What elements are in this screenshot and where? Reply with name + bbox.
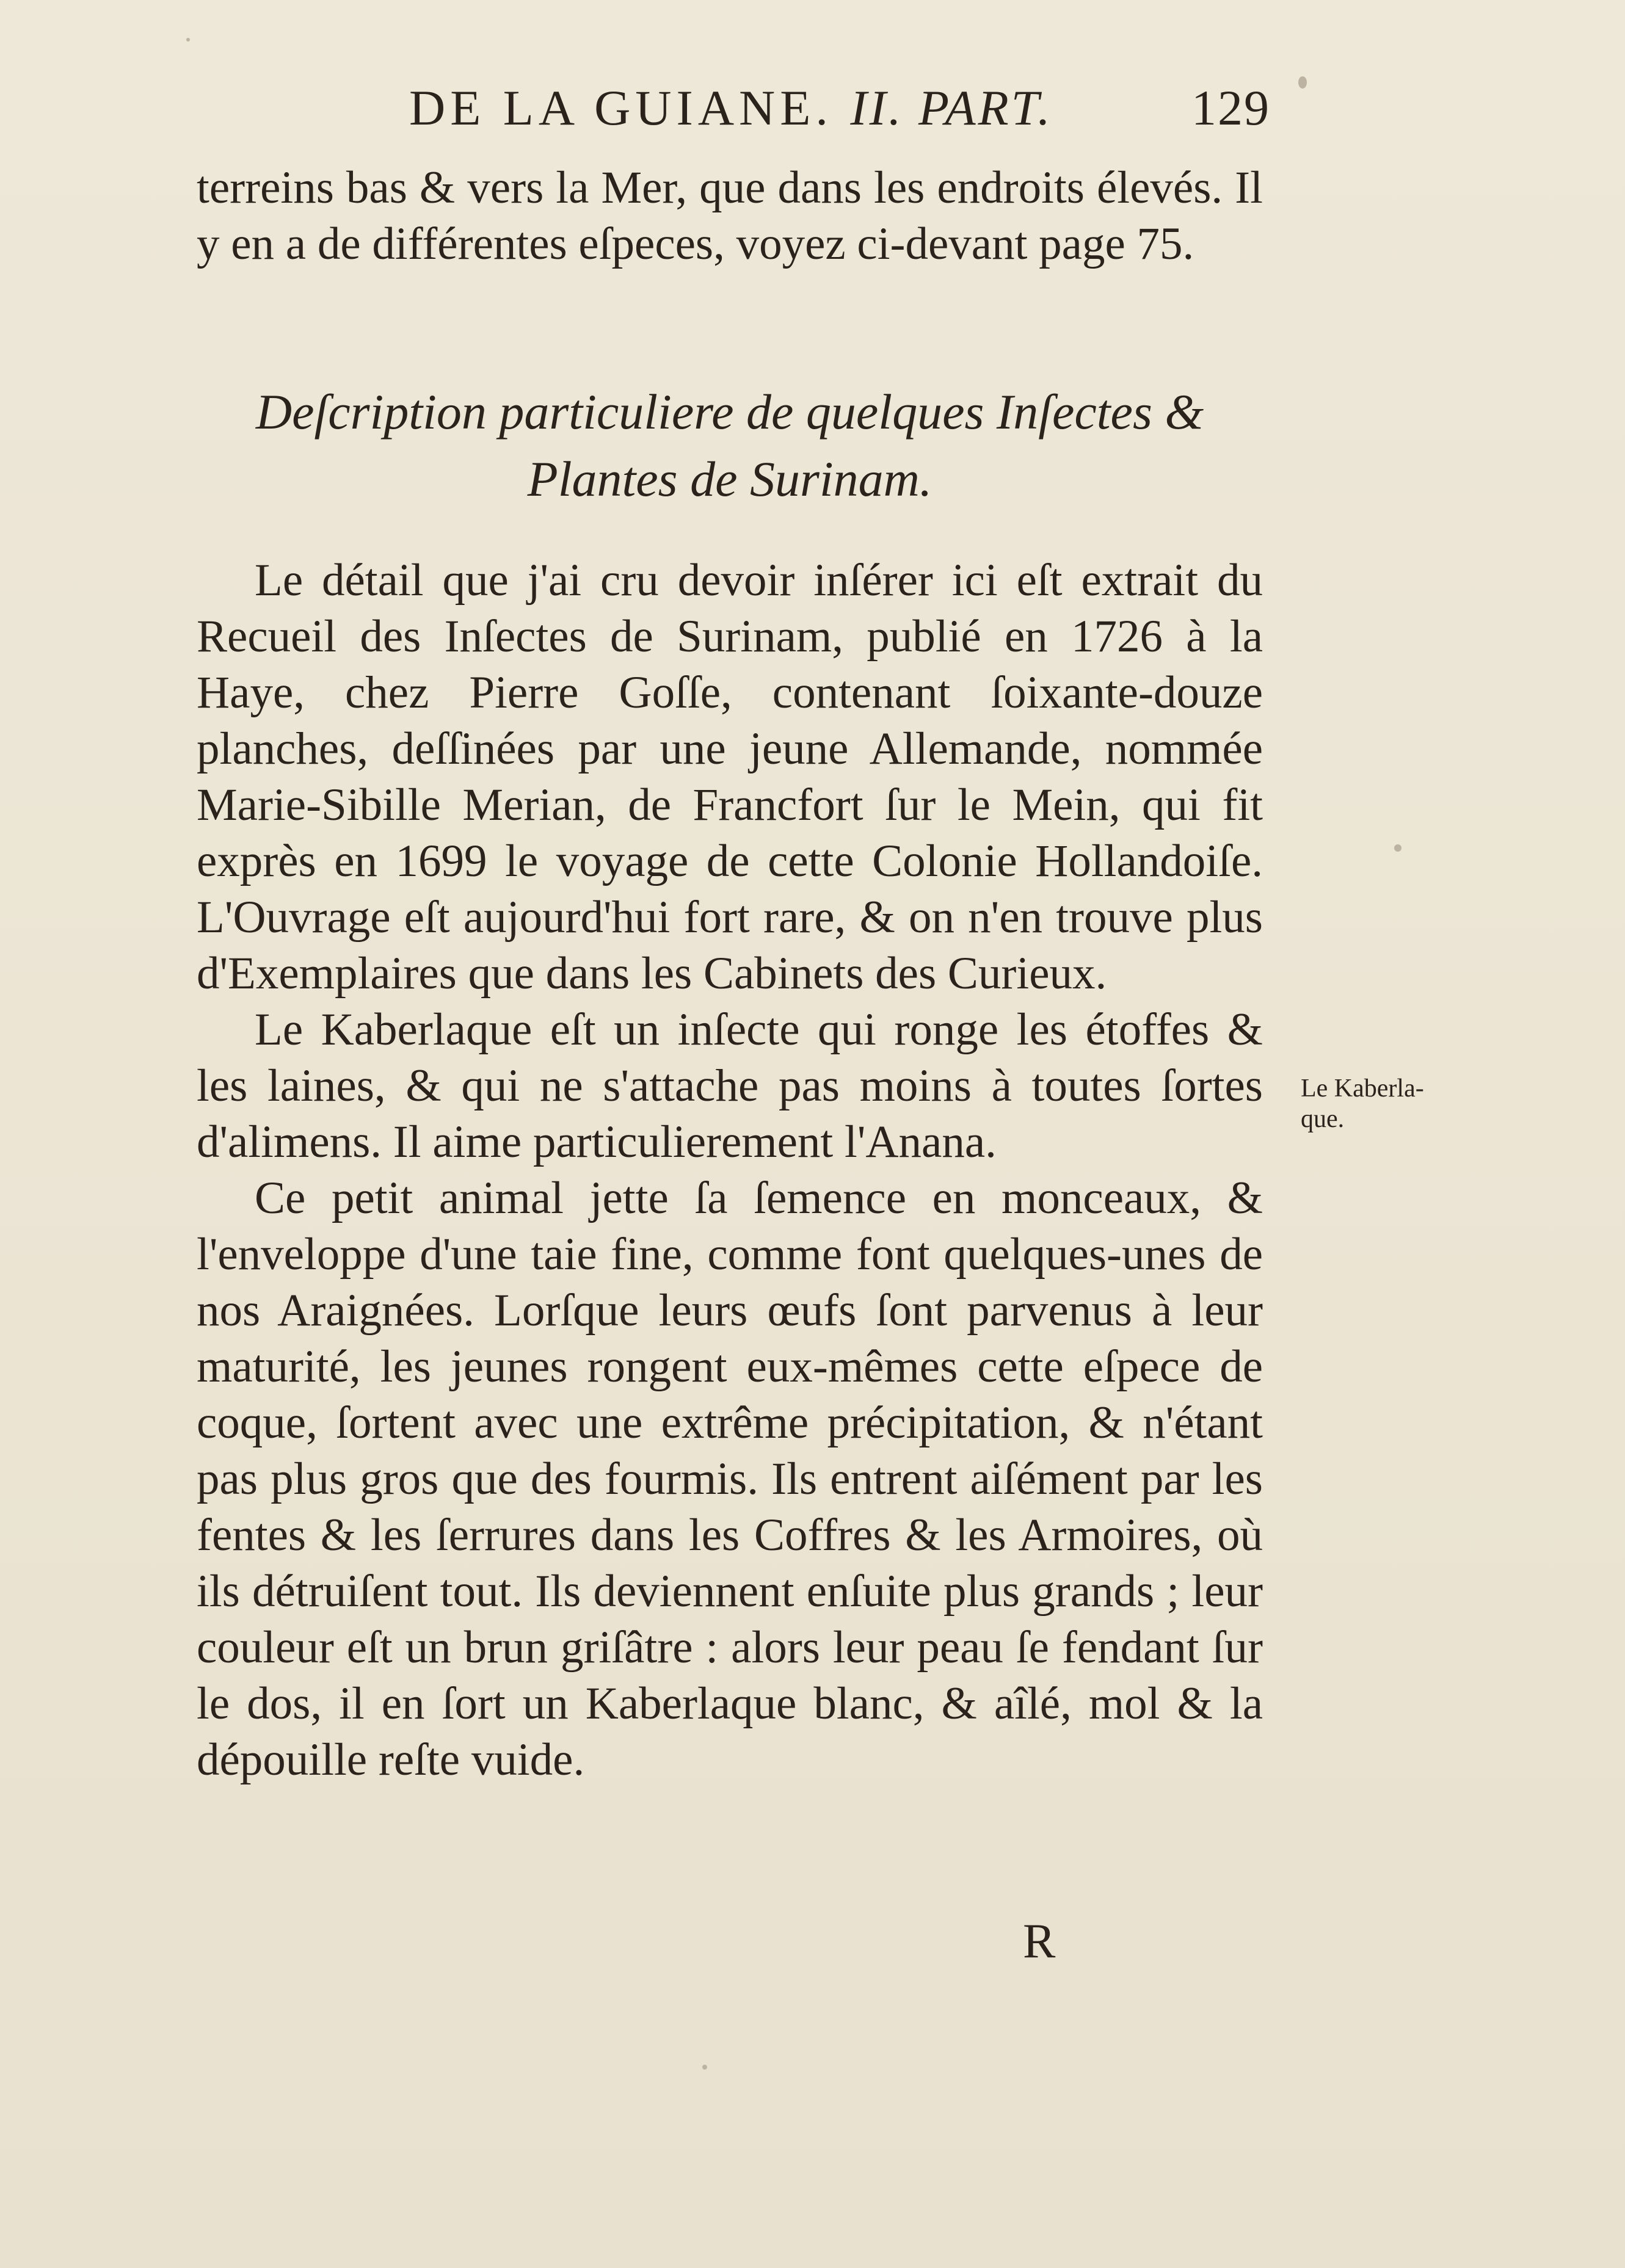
section-heading-line-1: Deſcription particuliere de quelques Inſectes & (255, 384, 1204, 440)
paper-speck (1298, 76, 1307, 89)
running-head (208, 79, 1270, 147)
page-number: 129 (1191, 80, 1270, 136)
paragraph-kaberlaque: Le Kaberlaque eſt un inſecte qui ronge les étoffes & les laines, & qui ne s'attache pas moins à toutes ſortes d'alimens. Il aime particulierement l'Anana. (197, 1004, 1263, 1167)
continued-paragraph: terreins bas & vers la Mer, que dans les endroits élevés. Il y en a de différentes eſpeces, voyez ci-devant page 75. (197, 162, 1263, 269)
continued-text (197, 160, 1263, 272)
running-title-roman: DE LA GUIANE. (409, 80, 833, 136)
paper-speck (1394, 844, 1401, 852)
paper-speck (702, 2065, 707, 2070)
running-title-italic: II. PART. (850, 80, 1053, 136)
paragraph-development: Ce petit animal jette ſa ſemence en monceaux, & l'enveloppe d'une taie fine, comme font quelques-unes de nos Araignées. Lorſque leurs œufs ſont parvenus à leur maturité, les jeunes rongent eux-mêmes cette eſpece de coque, ſortent avec une extrême précipitation, & n'étant pas plus gros que des fourmis. Ils entrent aiſément par les fentes & les ſerrures dans les Coffres & les Armoires, où ils détruiſent tout. Ils deviennent enſuite plus grands ; leur couleur eſt un brun griſâtre : alors leur peau ſe fendant ſur le dos, il en ſort un Kaberlaque blanc, & aîlé, mol & la dépouille reſte vuide. (197, 1173, 1263, 1785)
section-heading-line-2: Plantes de Surinam. (527, 451, 932, 507)
body-text (197, 553, 1263, 1788)
running-title (409, 79, 1053, 137)
paper-speck (186, 38, 190, 42)
marginal-note (1301, 1073, 1496, 1134)
marginal-note-line-1: Le Kaberla- (1301, 1074, 1424, 1103)
signature-mark: R (1023, 1915, 1056, 1968)
section-heading (197, 379, 1263, 513)
marginal-note-line-2: que. (1301, 1105, 1345, 1133)
paragraph-merian: Le détail que j'ai cru devoir inſérer ici eſt extrait du Recueil des Inſectes de Surinam, publié en 1726 à la Haye, chez Pierre Goſſe, contenant ſoixante-douze planches, deſſinées par une jeune Allemande, nommée Marie-Sibille Merian, de Francfort ſur le Mein, qui fit exprès en 1699 le voyage de cette Colonie Hollandoiſe. L'Ouvrage eſt aujourd'hui fort rare, & on n'en trouve plus d'Exemplaires que dans les Cabinets des Curieux. (197, 555, 1263, 999)
